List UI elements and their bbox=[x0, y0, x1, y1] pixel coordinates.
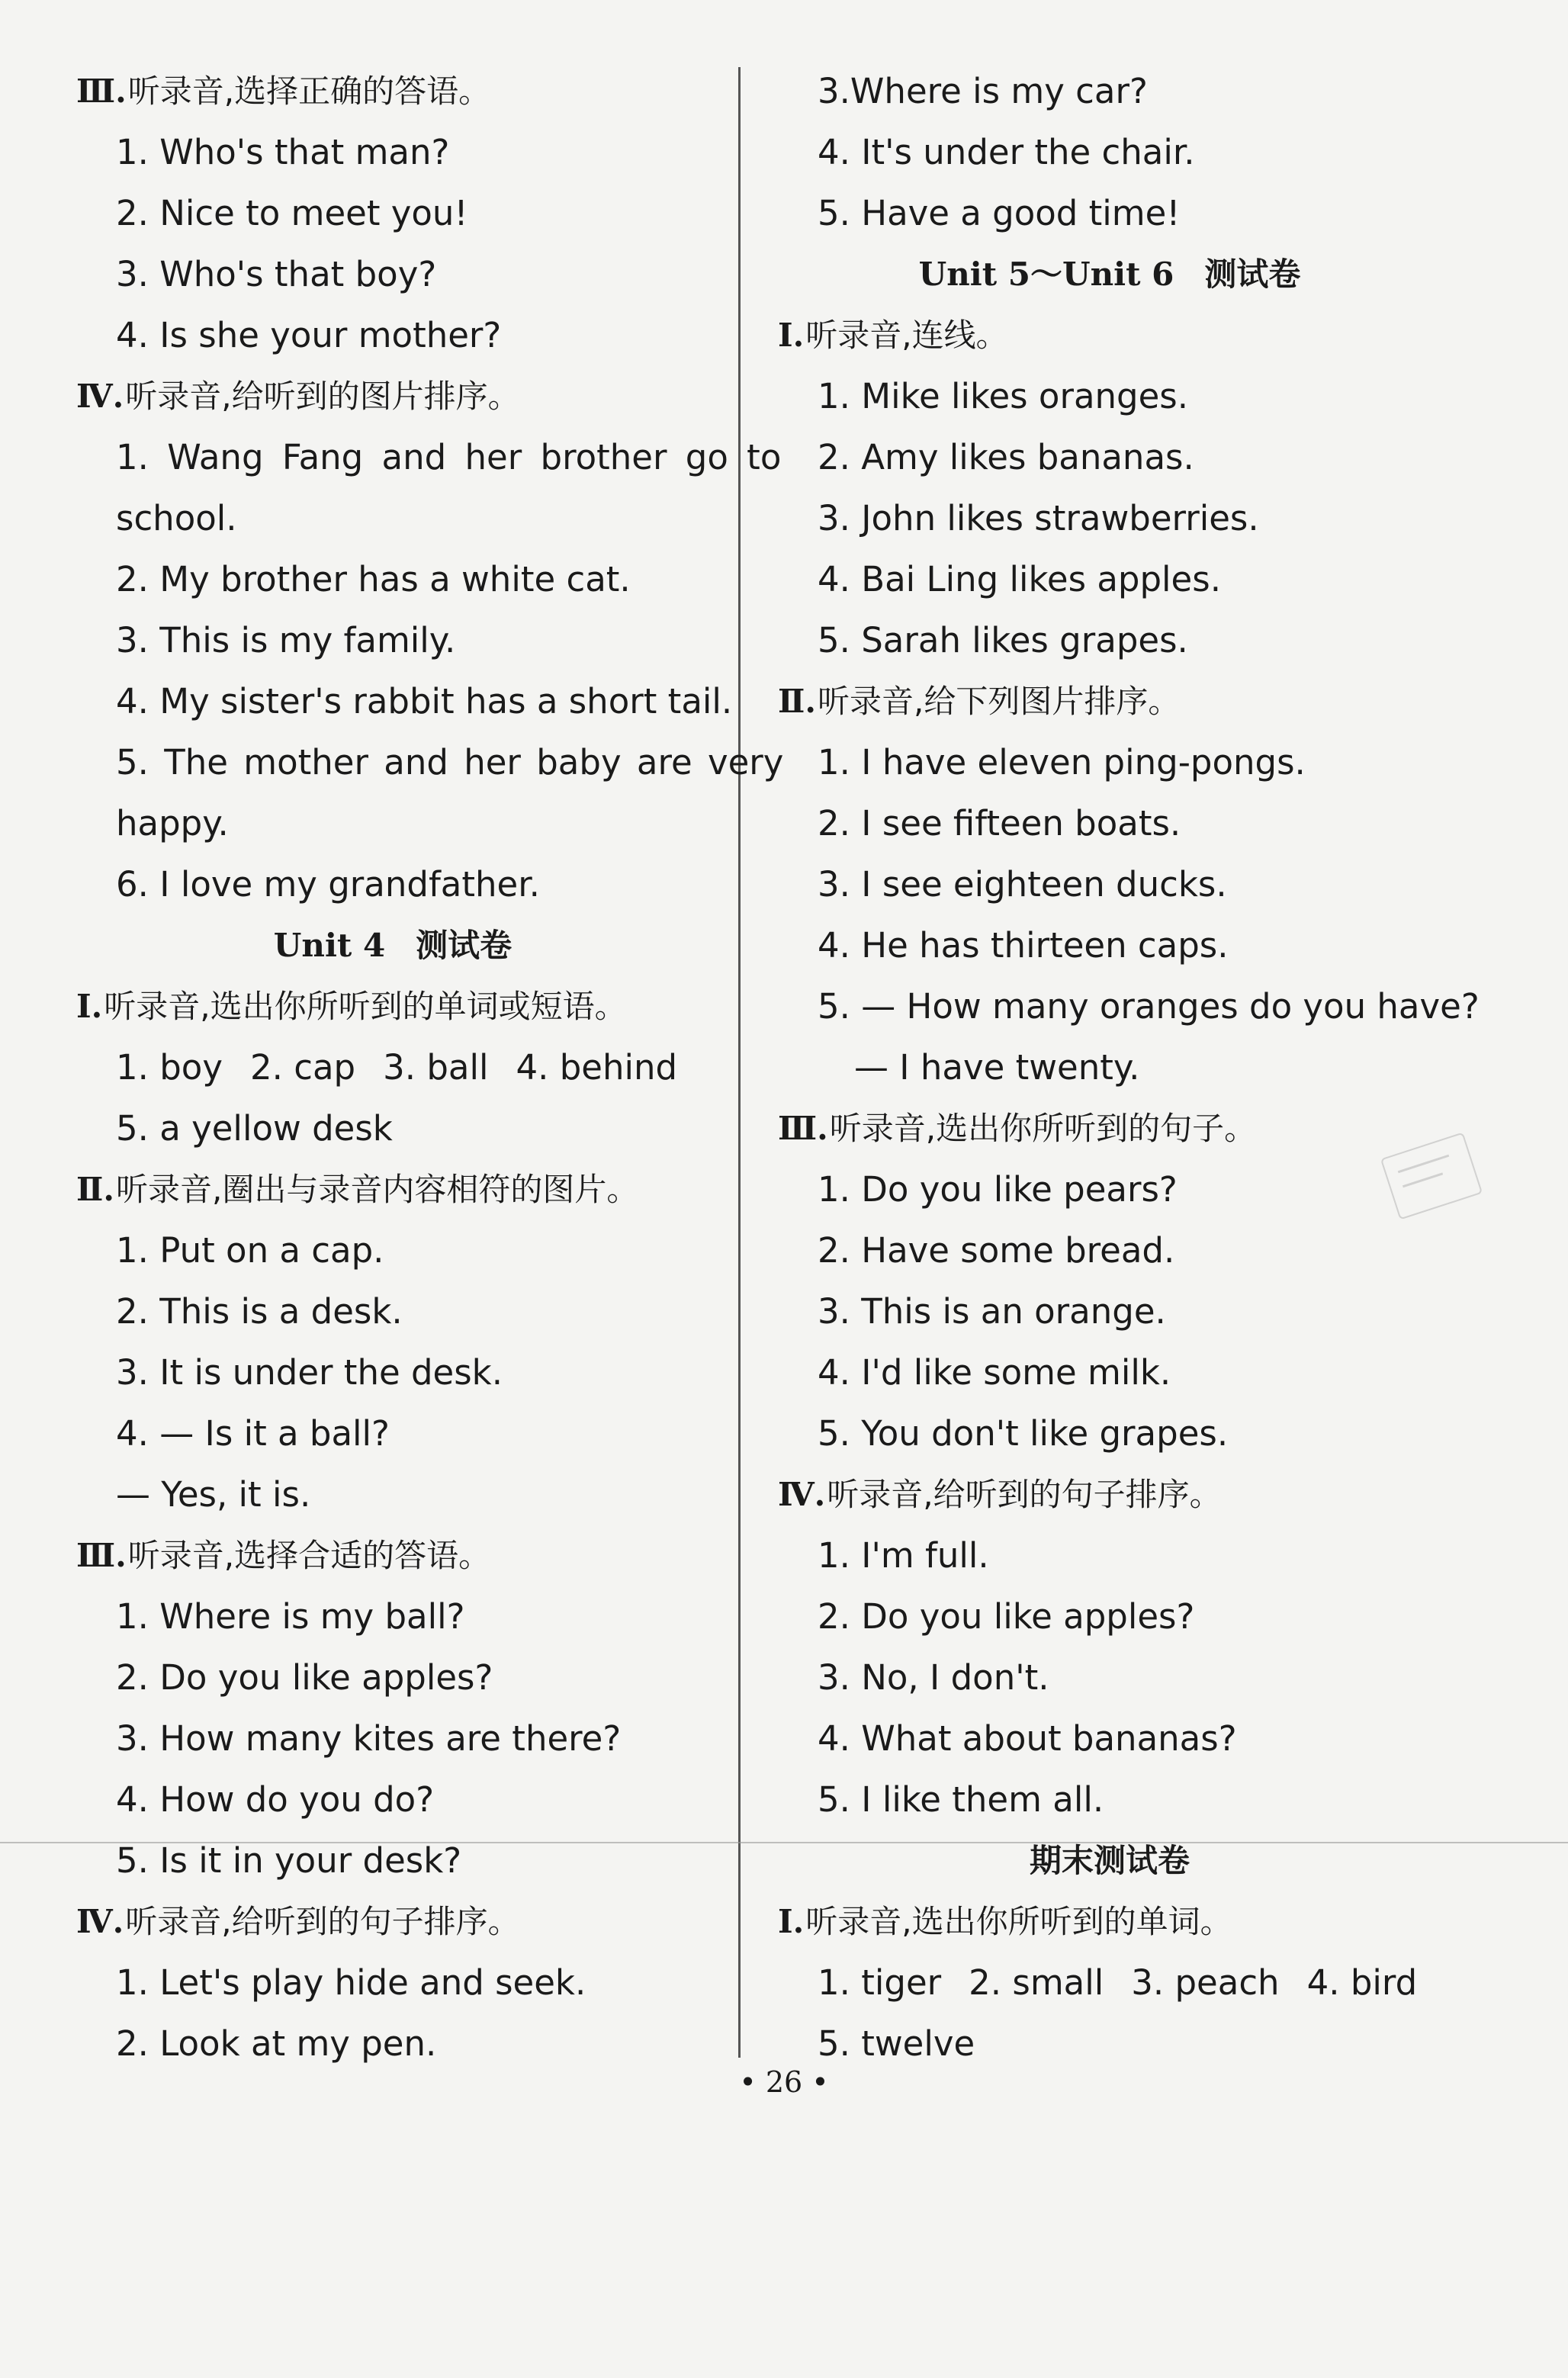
section-number: Ⅰ. bbox=[778, 317, 805, 354]
section-number: Ⅰ. bbox=[778, 1903, 805, 1940]
unit-name: Unit 4 bbox=[273, 927, 386, 964]
section-heading bbox=[778, 671, 1441, 732]
list-item: 5. You don't like grapes. bbox=[818, 1413, 1229, 1454]
list-item: 2. I see fifteen boats. bbox=[818, 803, 1181, 844]
section-heading bbox=[778, 1891, 1441, 1952]
list-item: 2. Have some bread. bbox=[818, 1230, 1175, 1271]
list-item: 1. Who's that man? bbox=[116, 132, 450, 172]
section-instruction: 听录音,给听到的图片排序。 bbox=[125, 378, 520, 415]
section-heading bbox=[76, 976, 709, 1037]
word-item: 4. behind bbox=[516, 1047, 678, 1088]
word-item: 4. bird bbox=[1306, 1962, 1418, 2003]
word-item: 1. boy bbox=[116, 1047, 223, 1088]
section-heading bbox=[76, 1525, 709, 1586]
word-item: 3. ball bbox=[383, 1047, 489, 1088]
section-instruction: 听录音,选择正确的答语。 bbox=[127, 72, 491, 110]
list-item: 5. The mother and her baby are very bbox=[116, 742, 784, 782]
list-item: 3. It is under the desk. bbox=[116, 1352, 503, 1393]
section-number: Ⅲ. bbox=[76, 1537, 127, 1574]
left-column bbox=[76, 61, 784, 2074]
list-item: 5. a yellow desk bbox=[116, 1108, 393, 1149]
section-number: Ⅰ. bbox=[76, 988, 103, 1025]
section-number: Ⅳ. bbox=[778, 1476, 826, 1513]
section-number: Ⅱ. bbox=[778, 683, 817, 720]
section-instruction: 听录音,选出你所听到的单词或短语。 bbox=[104, 988, 627, 1025]
list-item: 4. I'd like some milk. bbox=[818, 1352, 1171, 1393]
list-item: 5. Sarah likes grapes. bbox=[818, 620, 1188, 660]
list-item: 2. Do you like apples? bbox=[818, 1596, 1195, 1637]
list-item: 4. It's under the chair. bbox=[818, 132, 1195, 172]
list-item: 3. How many kites are there? bbox=[116, 1718, 622, 1759]
list-item: 4. My sister's rabbit has a short tail. bbox=[116, 681, 733, 721]
list-item: 1. Wang Fang and her brother go to bbox=[116, 437, 782, 477]
section-heading bbox=[76, 61, 709, 122]
list-item: 4. — Is it a ball? bbox=[116, 1413, 390, 1454]
list-item: 2. Look at my pen. bbox=[116, 2023, 437, 2064]
list-item: 4. Bai Ling likes apples. bbox=[818, 559, 1221, 599]
list-item: 3. This is an orange. bbox=[818, 1291, 1166, 1332]
list-item: 2. Nice to meet you! bbox=[116, 193, 468, 233]
list-item: 5. I like them all. bbox=[818, 1779, 1104, 1820]
word-list bbox=[76, 1037, 709, 1098]
column-divider bbox=[738, 67, 741, 2058]
list-item: 1. Put on a cap. bbox=[116, 1230, 384, 1271]
list-item: 3. I see eighteen ducks. bbox=[818, 864, 1227, 905]
list-item: 3.Where is my car? bbox=[818, 71, 1148, 111]
word-item: 2. cap bbox=[249, 1047, 356, 1088]
list-item: 3. Who's that boy? bbox=[116, 254, 437, 294]
list-item: 3. No, I don't. bbox=[818, 1657, 1049, 1698]
word-item: 2. small bbox=[969, 1962, 1104, 2003]
section-number: Ⅲ. bbox=[778, 1110, 828, 1147]
unit-name: Unit 5～Unit 6 bbox=[918, 255, 1174, 293]
list-item: happy. bbox=[116, 803, 229, 844]
section-number: Ⅱ. bbox=[76, 1171, 115, 1208]
section-instruction: 听录音,选出你所听到的单词。 bbox=[805, 1903, 1232, 1940]
list-item: 3. This is my family. bbox=[116, 620, 456, 660]
list-item: 1. Let's play hide and seek. bbox=[116, 1962, 586, 2003]
list-item: — Yes, it is. bbox=[116, 1474, 311, 1515]
section-number: Ⅲ. bbox=[76, 72, 127, 110]
section-heading bbox=[76, 366, 709, 427]
list-item: 1. Mike likes oranges. bbox=[818, 376, 1189, 416]
word-list bbox=[778, 1952, 1441, 2013]
section-instruction: 听录音,选出你所听到的句子。 bbox=[829, 1110, 1257, 1147]
section-instruction: 听录音,给下列图片排序。 bbox=[818, 683, 1181, 720]
section-heading bbox=[778, 1464, 1441, 1525]
section-number: Ⅳ. bbox=[76, 378, 124, 415]
list-item: 2. This is a desk. bbox=[116, 1291, 403, 1332]
list-item: 4. What about bananas? bbox=[818, 1718, 1237, 1759]
list-item: 2. My brother has a white cat. bbox=[116, 559, 631, 599]
list-item: 5. — How many oranges do you have? bbox=[818, 986, 1480, 1027]
section-heading bbox=[76, 1159, 709, 1220]
section-heading bbox=[778, 305, 1441, 366]
section-instruction: 听录音,选择合适的答语。 bbox=[127, 1537, 491, 1574]
list-item: 1. I have eleven ping-pongs. bbox=[818, 742, 1306, 782]
list-item: 3. John likes strawberries. bbox=[818, 498, 1259, 538]
word-item: 1. tiger bbox=[818, 1962, 942, 2003]
section-instruction: 听录音,连线。 bbox=[805, 317, 1008, 354]
right-column bbox=[778, 61, 1480, 2074]
list-item: 4. Is she your mother? bbox=[116, 315, 502, 355]
unit-5-6-title bbox=[778, 244, 1441, 305]
unit-4-title bbox=[76, 915, 709, 976]
final-test-title: 期末测试卷 bbox=[1029, 1842, 1190, 1879]
page-number: • 26 • bbox=[739, 2065, 829, 2099]
list-item: 5. twelve bbox=[818, 2023, 975, 2064]
list-item: 2. Do you like apples? bbox=[116, 1657, 493, 1698]
section-heading bbox=[778, 1098, 1441, 1159]
section-number: Ⅳ. bbox=[76, 1903, 124, 1940]
list-item: 5. Is it in your desk? bbox=[116, 1840, 462, 1881]
section-instruction: 听录音,给听到的句子排序。 bbox=[827, 1476, 1222, 1513]
section-instruction: 听录音,圈出与录音内容相符的图片。 bbox=[116, 1171, 639, 1208]
test-label: 测试卷 bbox=[416, 927, 512, 964]
list-item: school. bbox=[116, 498, 237, 538]
test-label: 测试卷 bbox=[1204, 255, 1301, 293]
list-item: 6. I love my grandfather. bbox=[116, 864, 540, 905]
list-item: 1. I'm full. bbox=[818, 1535, 989, 1576]
list-item: 5. Have a good time! bbox=[818, 193, 1181, 233]
list-item: — I have twenty. bbox=[854, 1047, 1140, 1088]
list-item: 1. Where is my ball? bbox=[116, 1596, 465, 1637]
list-item: 2. Amy likes bananas. bbox=[818, 437, 1194, 477]
list-item: 1. Do you like pears? bbox=[818, 1169, 1178, 1210]
word-item: 3. peach bbox=[1131, 1962, 1280, 2003]
section-instruction: 听录音,给听到的句子排序。 bbox=[125, 1903, 520, 1940]
list-item: 4. How do you do? bbox=[116, 1779, 435, 1820]
section-heading bbox=[76, 1891, 709, 1952]
list-item: 4. He has thirteen caps. bbox=[818, 925, 1229, 966]
